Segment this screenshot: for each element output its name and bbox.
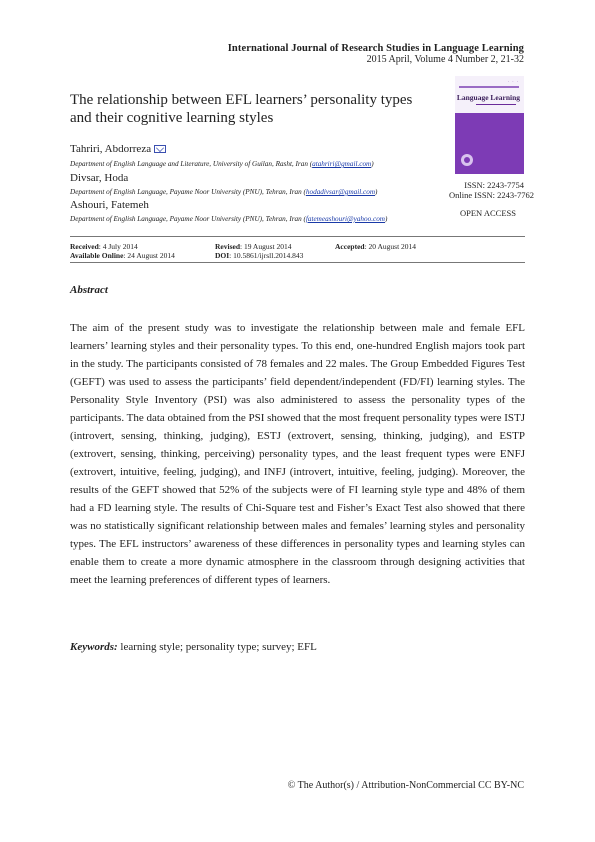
divider	[70, 262, 525, 263]
cover-text: Language Learning	[456, 93, 520, 102]
author-email-link-3[interactable]: fatemeashouri@yahoo.com	[305, 215, 385, 223]
revised-date: Revised: 19 August 2014	[215, 242, 292, 251]
author-affiliation-2: Department of English Language, Payame Noor University (PNU), Tehran, Iran (hodadivsar@gmail.com)	[70, 188, 378, 196]
open-access-label: OPEN ACCESS	[460, 208, 516, 218]
author-name-2: Divsar, Hoda	[70, 172, 129, 184]
author-name-3: Ashouri, Fatemeh	[70, 199, 149, 211]
abstract-body: The aim of the present study was to investigate the relationship between male and female EFL learners’ learning styles and their personality types. To this end, one-hundred English majors took part in the study. The participants consisted of 78 females and 22 males. The Group Embedded Figures Test (GEFT) was used to assess the participants’ field dependent/independent (FD/FI) learning styles. The Personality Style Inventory (PSI) was also administered to assess the personality types of the participants. The data obtained from the PSI showed that the most frequent personality types were ISTJ (introvert, sensing, thinking, judging), ESTJ (extrovert, sensing, thinking, judging), and ESTP (extrovert, sensing, thinking, perceiving) personality types, and the least frequent types were ENFJ (extrovert, intuitive, feeling, judging), and INFJ (introvert, intuitive, feeling, judging). Moreover, the results of the GEFT showed that 52% of the subjects were of FI learning style type and 48% of them had a FD learning style. The results of Chi-Square test and Fisher’s Exact Test also showed that there was no statistically significant relationship between males and females’ learning styles and personality types. The EFL instructors’ awareness of these differences in personality types and learning styles can enable them to create a more dynamic atmosphere in the classroom through designing activities that meet the learning preferences of different types of learners.	[70, 322, 525, 586]
keywords: Keywords: learning style; personality type; survey; EFL	[70, 641, 317, 653]
paper-title: The relationship between EFL learners’ personality types and their cognitive learning styles	[70, 92, 413, 126]
email-icon[interactable]	[154, 145, 166, 153]
author-name-1: Tahriri, Abdorreza	[70, 143, 166, 155]
author-email-link-1[interactable]: atahriri@gmail.com	[312, 160, 372, 168]
author-affiliation-1: Department of English Language and Literature, University of Guilan, Rasht, Iran (atahriri@gmail.com)	[70, 160, 374, 168]
author-email-link-2[interactable]: hodadivsar@gmail.com	[305, 188, 376, 196]
journal-cover-image	[455, 76, 524, 174]
author-affiliation-3: Department of English Language, Payame Noor University (PNU), Tehran, Iran (fatemeashouri@yahoo.com)	[70, 215, 388, 223]
divider	[70, 236, 525, 237]
received-date: Received: 4 July 2014	[70, 242, 138, 251]
cover-rule	[459, 86, 519, 88]
doi: DOI: 10.5861/ijrsll.2014.843	[215, 251, 304, 260]
license-footer: © The Author(s) / Attribution-NonCommercial CC BY-NC	[287, 780, 524, 791]
cover-rule	[476, 104, 516, 105]
journal-issue: 2015 April, Volume 4 Number 2, 21-32	[366, 54, 524, 65]
issn-online: Online ISSN: 2243-7762	[449, 190, 534, 200]
abstract-heading: Abstract	[70, 284, 108, 296]
available-online-date: Available Online: 24 August 2014	[70, 251, 175, 260]
cover-header	[455, 76, 524, 113]
cover-mark: · · ·	[507, 79, 519, 84]
cover-logo-icon	[461, 154, 473, 166]
issn-print: ISSN: 2243-7754	[464, 180, 524, 190]
accepted-date: Accepted: 20 August 2014	[335, 242, 417, 251]
journal-title: International Journal of Research Studies in Language Learning	[227, 43, 524, 54]
